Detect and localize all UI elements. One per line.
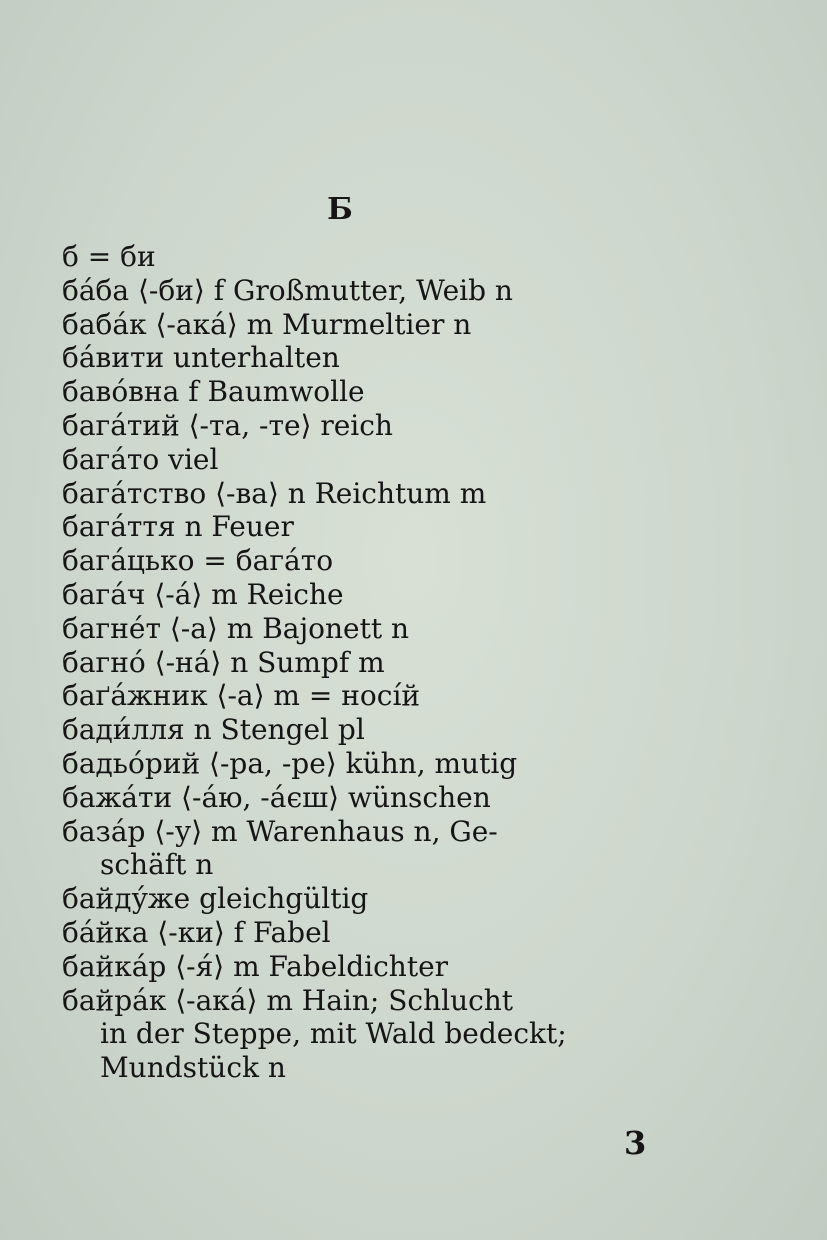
dictionary-entry: ба́йка ⟨-ки⟩ f Fabel <box>62 915 331 949</box>
letter-heading: Б <box>327 192 353 227</box>
dictionary-entry: бадьо́рий ⟨-ра, -ре⟩ kühn, mutig <box>62 746 518 780</box>
dictionary-entry: бага́то viel <box>62 442 219 476</box>
page-number: 3 <box>624 1124 647 1162</box>
dictionary-entry <box>62 815 662 883</box>
dictionary-entry: ба́вити unterhalten <box>62 341 340 375</box>
entry-list <box>62 240 662 1085</box>
entry-line: байра́к ⟨-ака́⟩ m Hain; Schlucht <box>62 983 514 1017</box>
dictionary-entry: багне́т ⟨-а⟩ m Bajonett n <box>62 611 410 645</box>
entry-continuation: Mundstück n <box>100 1051 286 1085</box>
dictionary-entry: бага́ття n Feuer <box>62 510 294 544</box>
dictionary-entry: баво́вна f Baumwolle <box>62 375 365 409</box>
entry-continuation: in der Steppe, mit Wald bedeckt; <box>100 1017 567 1051</box>
dictionary-entry: байка́р ⟨-я́⟩ m Fabeldichter <box>62 949 449 983</box>
dictionary-entry: ба́ба ⟨-би⟩ f Großmutter, Weib n <box>62 273 513 307</box>
dictionary-entry: бага́тий ⟨-та, -те⟩ reich <box>62 408 393 442</box>
dictionary-entry: байду́же gleichgültig <box>62 882 369 916</box>
dictionary-entry: баба́к ⟨-ака́⟩ m Murmeltier n <box>62 307 472 341</box>
dictionary-entry: бага́ч ⟨-а́⟩ m Reiche <box>62 577 344 611</box>
dictionary-entry: баґа́жник ⟨-а⟩ m = носі́й <box>62 679 421 713</box>
entry-line: база́р ⟨-у⟩ m Warenhaus n, Ge- <box>62 814 498 848</box>
entry-continuation: schäft n <box>100 848 214 882</box>
dictionary-entry: б = би <box>62 240 156 273</box>
dictionary-entry: бага́тство ⟨-ва⟩ n Reichtum m <box>62 476 487 510</box>
dictionary-entry: бади́лля n Stengel pl <box>62 713 365 747</box>
dictionary-entry: бага́цько = бага́то <box>62 544 334 578</box>
dictionary-entry <box>62 984 662 1085</box>
dictionary-entry: бажа́ти ⟨-а́ю, -а́єш⟩ wünschen <box>62 780 491 814</box>
dictionary-entry: багно́ ⟨-на́⟩ n Sumpf m <box>62 645 385 679</box>
